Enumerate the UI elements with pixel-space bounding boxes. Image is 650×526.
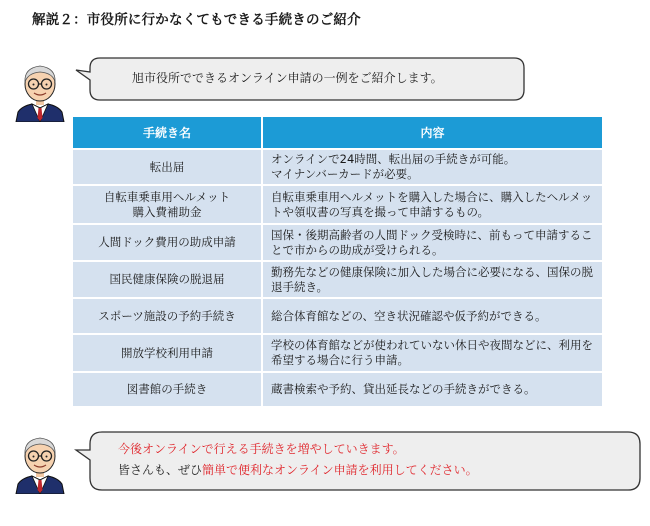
closing-line-2-highlight: 簡単で便利なオンライン申請を利用してください。: [202, 463, 478, 477]
intro-speech-bubble: [74, 56, 526, 102]
procedure-desc-cell: 学校の体育館などが使われていない休日や夜間などに、利用を希望する場合に行う申請。: [263, 335, 602, 371]
procedure-name-cell: 図書館の手続き: [73, 373, 263, 406]
procedure-desc-cell: 蔵書検索や予約、貸出延長などの手続きができる。: [263, 373, 602, 406]
procedure-desc-cell: 総合体育館などの、空き状況確認や仮予約ができる。: [263, 299, 602, 333]
table-row: [73, 186, 602, 223]
procedure-desc-cell: オンラインで24時間、転出届の手続きが可能。 マイナンバーカードが必要。: [263, 150, 602, 184]
table-row: [73, 262, 602, 297]
procedure-desc-cell: 自転車乗車用ヘルメットを購入した場合に、購入したヘルメットや領収書の写真を撮って申請するもの。: [263, 186, 602, 223]
intro-bubble-text: 旭市役所でできるオンライン申請の一例をご紹介します。: [132, 71, 443, 85]
procedure-name-cell: 開放学校利用申請: [73, 335, 263, 371]
page-title: 解説２：市役所に行かなくてもできる手続きのご紹介: [32, 12, 361, 28]
avatar-man-with-glasses-icon: [10, 432, 70, 494]
closing-line-1: 今後オンラインで行える手続きを増やしていきます。: [118, 442, 405, 456]
avatar-man-with-glasses-icon: [10, 60, 70, 122]
table-row: [73, 373, 602, 406]
closing-line-2-lead: 皆さんも、ぜひ: [118, 463, 203, 477]
procedure-name-cell: 人間ドック費用の助成申請: [73, 225, 263, 260]
table-row: [73, 150, 602, 184]
online-procedures-table: [73, 115, 602, 408]
procedure-name-cell: スポーツ施設の予約手続き: [73, 299, 263, 333]
table-row: [73, 299, 602, 333]
column-header-procedure-name: 手続き名: [73, 117, 263, 148]
table-row: [73, 335, 602, 371]
closing-bubble-text: [118, 439, 478, 481]
closing-line-2: [118, 460, 478, 481]
procedure-name-cell: 自転車乗車用ヘルメット 購入費補助金: [73, 186, 263, 223]
procedure-name-cell: 転出届: [73, 150, 263, 184]
table-header-row: [73, 117, 602, 148]
column-header-content: 内容: [263, 117, 602, 148]
table-row: [73, 225, 602, 260]
procedure-desc-cell: 国保・後期高齢者の人間ドック受検時に、前もって申請することで市からの助成が受けられる。: [263, 225, 602, 260]
procedure-name-cell: 国民健康保険の脱退届: [73, 262, 263, 297]
procedure-desc-cell: 勤務先などの健康保険に加入した場合に必要になる、国保の脱退手続き。: [263, 262, 602, 297]
closing-speech-bubble: [74, 430, 642, 492]
